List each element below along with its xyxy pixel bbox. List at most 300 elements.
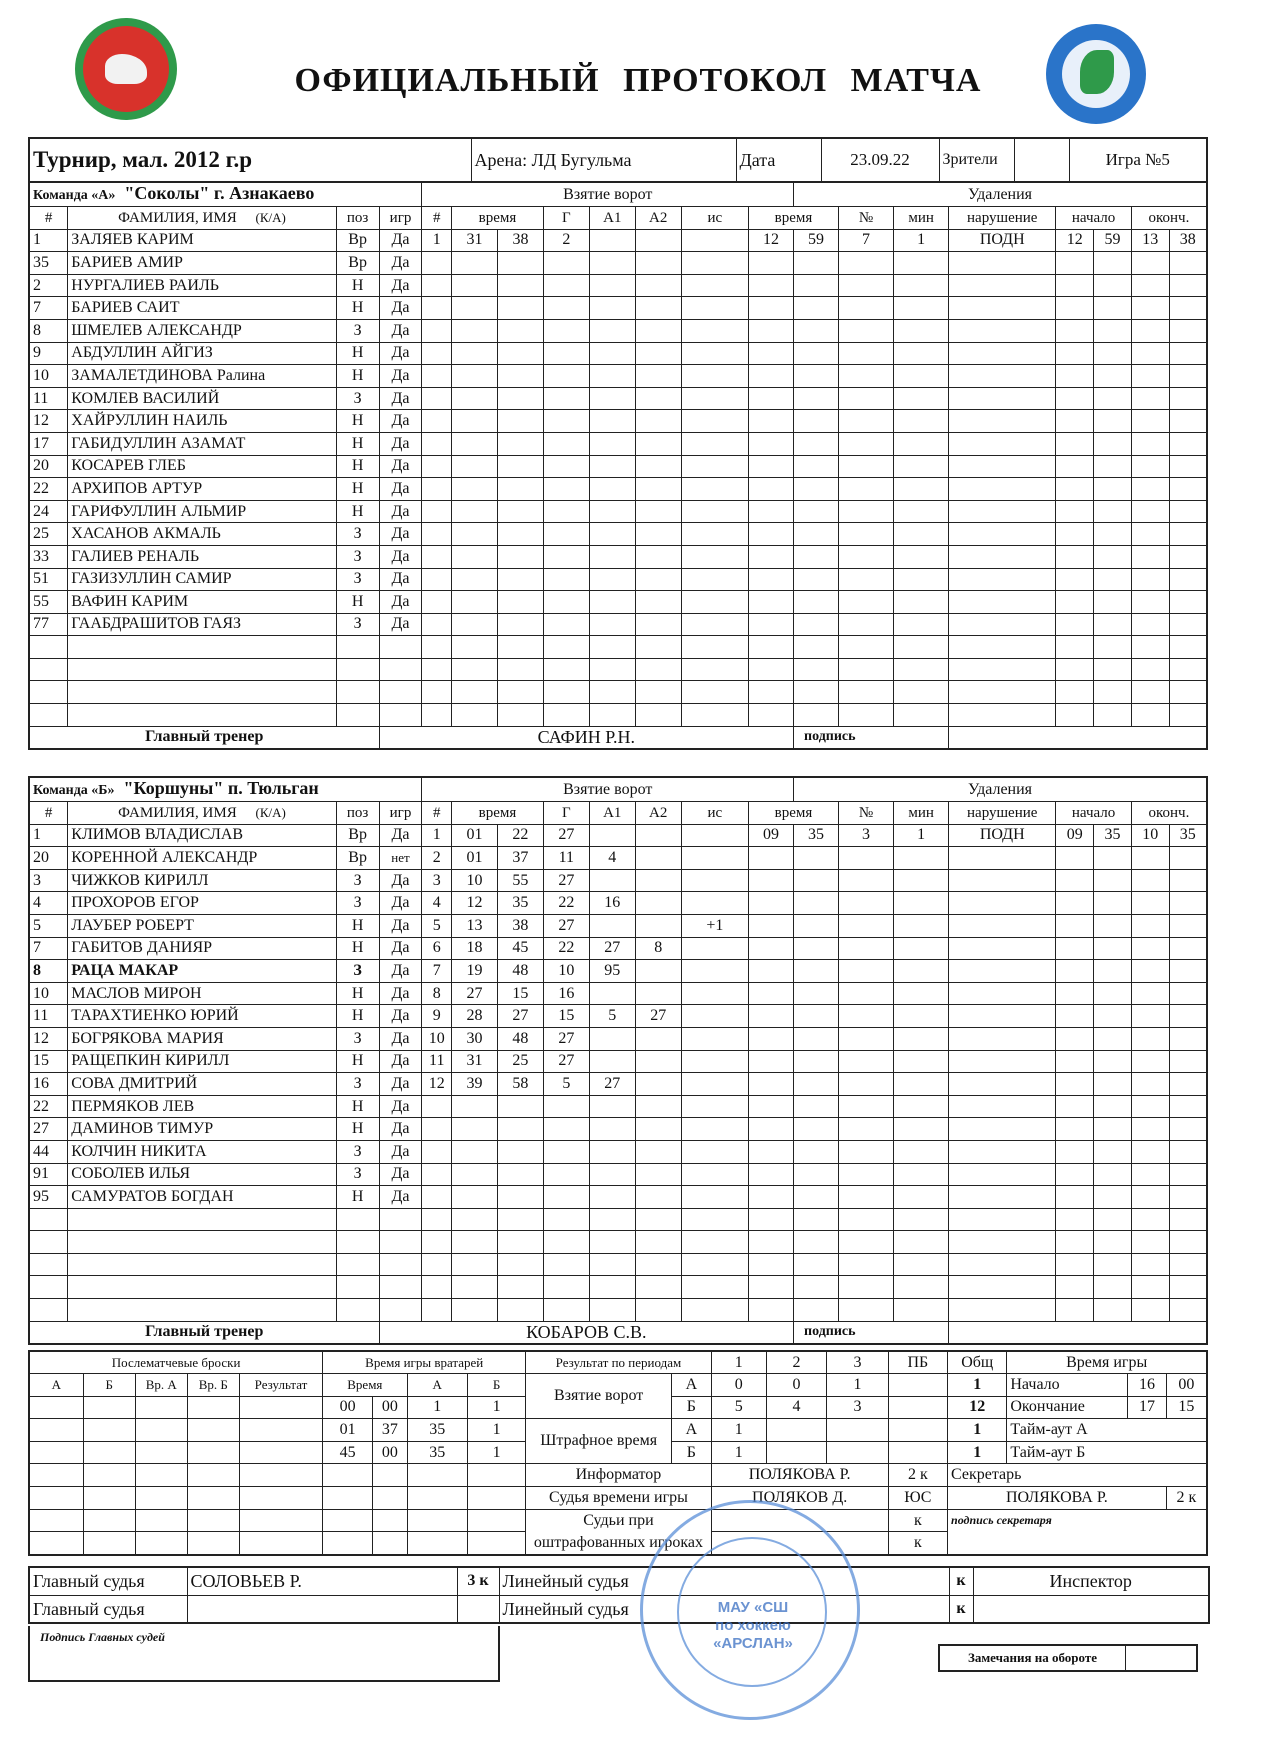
penalty-player [838,704,893,727]
category-mark: к [888,1532,947,1555]
penalty-violation [949,1073,1056,1096]
goal-situation [681,545,748,568]
goal-assist-1 [589,1186,635,1209]
player-position [336,681,379,704]
col-end: оконч. [1131,802,1207,825]
goal-minute [452,319,498,342]
goal-second: 55 [497,869,543,892]
goal-second: 45 [497,937,543,960]
goal-minute: 27 [452,982,498,1005]
penalty-minutes [894,704,949,727]
penalty-violation [949,681,1056,704]
penalty-violation [949,1095,1056,1118]
player-played: Да [379,591,422,614]
player-row [29,892,1207,915]
goal-scorer [543,478,589,501]
penalty-violation [949,982,1056,1005]
penalty-player [838,1186,893,1209]
goal-scorer: 10 [543,960,589,983]
goal-assist-1 [589,681,635,704]
goal-assist-2 [635,914,681,937]
penalty-start-sec: 59 [1094,229,1132,252]
goal-assist-1 [589,636,635,659]
col-goal-time: время [452,802,544,825]
goal-second [497,658,543,681]
goal-second [497,1140,543,1163]
goal-assist-2 [635,960,681,983]
penalty-violation [949,432,1056,455]
goal-second [497,274,543,297]
penalty-violation [949,500,1056,523]
penalty-violation [949,1299,1056,1322]
goal-number [422,1253,452,1276]
player-number: 55 [29,591,68,614]
player-name: ГААБДРАШИТОВ ГАЯЗ [68,613,336,636]
player-played: Да [379,387,422,410]
penalty-second [794,410,839,433]
goal-assist-1: 27 [589,1073,635,1096]
player-number: 22 [29,1095,68,1118]
penalty-violation [949,319,1056,342]
goal-scorer: 16 [543,982,589,1005]
goal-situation [681,704,748,727]
penalty-end-min [1131,847,1169,870]
col-name: ФАМИЛИЯ, ИМЯ (К/А) [68,802,336,825]
goal-assist-1 [589,455,635,478]
goal-second: 22 [497,824,543,847]
player-row [29,319,1207,342]
goal-minute [452,1253,498,1276]
player-played: Да [379,545,422,568]
goal-minute [452,1163,498,1186]
penalty-minutes [894,1299,949,1322]
notes-box [938,1644,1198,1672]
goal-assist-2 [635,1186,681,1209]
main-referee: СОЛОВЬЕВ Р. [187,1567,457,1595]
penalty-end-min [1131,1140,1169,1163]
player-played [379,1253,422,1276]
line-referee-label: Линейный судья [499,1567,949,1595]
player-played: Да [379,319,422,342]
player-position [336,636,379,659]
player-position: Вр [336,824,379,847]
penalty-end-sec [1169,500,1207,523]
goal-scorer [543,658,589,681]
penalty-end-sec [1169,914,1207,937]
goal-scorer [543,432,589,455]
penalty-player [838,297,893,320]
goal-minute: 39 [452,1073,498,1096]
goal-situation [681,319,748,342]
penalty-minutes [894,847,949,870]
penalty-player [838,636,893,659]
penalty-end-sec [1169,591,1207,614]
penalty-player: 7 [838,229,893,252]
goal-assist-2 [635,342,681,365]
period-value: 3 [827,1396,888,1419]
goal-minute: 18 [452,937,498,960]
goal-number: 5 [422,914,452,937]
timeout-a: Тайм-аут А [1007,1419,1207,1442]
player-name [68,1276,336,1299]
penalty-end-min [1131,636,1169,659]
penalty-end-min [1131,545,1169,568]
player-played: Да [379,914,422,937]
goal-scorer [543,591,589,614]
player-name [68,704,336,727]
penalty-end-min [1131,681,1169,704]
tournament: Турнир, мал. 2012 г.р [29,138,471,182]
penalty-minutes [894,523,949,546]
goal-situation [681,1208,748,1231]
goal-scorer [543,319,589,342]
penalty-minutes [894,1163,949,1186]
penalty-violation [949,613,1056,636]
player-position: Н [336,982,379,1005]
goal-second: 38 [497,914,543,937]
penalty-violation [949,1005,1056,1028]
penalty-start-min [1056,1253,1094,1276]
gk-b: 1 [467,1441,525,1464]
player-row [29,1276,1207,1299]
player-position: Н [336,410,379,433]
player-row [29,365,1207,388]
goal-second [497,568,543,591]
penalty-start-min [1056,500,1094,523]
goal-minute: 10 [452,869,498,892]
goal-assist-1 [589,319,635,342]
penalty-minute [749,545,794,568]
penalty-violation [949,1050,1056,1073]
penalty-end-sec [1169,1095,1207,1118]
penalty-violation [949,545,1056,568]
penalty-end-sec [1169,319,1207,342]
player-position: Н [336,455,379,478]
penalty-minutes [894,252,949,275]
penalty-start-min [1056,1231,1094,1254]
gk-col: А [407,1374,467,1397]
main-referee-category: 3 к [457,1567,499,1595]
shootout-col: Б [83,1374,135,1397]
goal-assist-1 [589,432,635,455]
penalty-end-min [1131,914,1169,937]
penalty-player [838,545,893,568]
goal-assist-2 [635,1027,681,1050]
player-number: 3 [29,869,68,892]
player-number: 7 [29,937,68,960]
penalty-end-sec [1169,960,1207,983]
penalty-second [794,613,839,636]
penalty-end-sec [1169,636,1207,659]
goal-minute: 31 [452,1050,498,1073]
player-played [379,1208,422,1231]
penalty-violation [949,1186,1056,1209]
penalty-second [794,1253,839,1276]
penalty-violation [949,1118,1056,1141]
penalty-violation [949,704,1056,727]
goal-assist-2: 8 [635,937,681,960]
player-played: Да [379,455,422,478]
penalty-minutes [894,432,949,455]
goal-number: 8 [422,982,452,1005]
goal-second [497,613,543,636]
penalty-start-min [1056,523,1094,546]
penalty-end-sec [1169,869,1207,892]
goal-assist-2 [635,545,681,568]
goal-assist-2 [635,365,681,388]
penalty-minute [749,1276,794,1299]
player-played: нет [379,847,422,870]
goal-assist-1 [589,704,635,727]
penalty-end-min: 10 [1131,824,1169,847]
penalty-start-sec [1094,274,1132,297]
secretary-label: Секретарь [948,1464,1207,1487]
player-played [379,681,422,704]
goal-second: 38 [497,229,543,252]
goal-assist-1 [589,1140,635,1163]
penalty-second [794,1276,839,1299]
penalty-minute [749,658,794,681]
player-row [29,982,1207,1005]
penalty-end-sec: 38 [1169,229,1207,252]
gk-time: 00 [323,1396,373,1419]
penalty-end-sec [1169,410,1207,433]
line-referee-label: Линейный судья [499,1595,949,1623]
goal-second: 35 [497,892,543,915]
period-col: 1 [711,1351,766,1374]
penalty-start-min [1056,892,1094,915]
player-number [29,1276,68,1299]
goal-assist-2 [635,591,681,614]
goal-assist-2 [635,274,681,297]
goal-assist-2 [635,297,681,320]
penalty-start-sec [1094,1005,1132,1028]
penalty-second [794,914,839,937]
penalty-second [794,568,839,591]
goal-assist-2 [635,1253,681,1276]
penalty-end-sec: 35 [1169,824,1207,847]
player-played: Да [379,342,422,365]
penalty-minute [749,960,794,983]
goal-assist-2 [635,252,681,275]
goal-number: 9 [422,1005,452,1028]
goal-minute [452,342,498,365]
penalty-violation [949,1253,1056,1276]
penalty-end-min [1131,1186,1169,1209]
player-name [68,636,336,659]
penalty-minutes [894,937,949,960]
goal-second: 27 [497,1005,543,1028]
penalty-start-min [1056,636,1094,659]
penalty-start-sec [1094,342,1132,365]
goal-assist-1: 27 [589,937,635,960]
shootout-col: Результат [239,1374,322,1397]
penalty-start-min [1056,937,1094,960]
goal-situation [681,478,748,501]
goal-scorer [543,387,589,410]
player-row [29,455,1207,478]
penalty-player [838,1140,893,1163]
player-played: Да [379,410,422,433]
penalty-player [838,869,893,892]
coach-label: Главный тренер [29,726,379,749]
penalty-second [794,455,839,478]
team-title [29,182,422,207]
penalty-second [794,1095,839,1118]
goal-scorer [543,523,589,546]
player-name: КОРЕННОЙ АЛЕКСАНДР [68,847,336,870]
category-mark: к [949,1567,973,1595]
penalty-second [794,591,839,614]
penalty-violation [949,1027,1056,1050]
penalty-minute [749,892,794,915]
penalty-second [794,869,839,892]
penalty-minutes [894,545,949,568]
player-played [379,636,422,659]
spectators-label: Зрители [939,138,1014,182]
goal-situation [681,960,748,983]
informer-label: Информатор [526,1464,711,1487]
goal-assist-2 [635,568,681,591]
penalty-violation [949,365,1056,388]
penalty-start-min [1056,1050,1094,1073]
penalty-start-min [1056,1299,1094,1322]
penalty-second [794,297,839,320]
penalty-minutes [894,892,949,915]
player-number: 27 [29,1118,68,1141]
penalty-player [838,1118,893,1141]
pim-value [827,1441,888,1464]
player-played: Да [379,869,422,892]
player-name: АБДУЛЛИН АЙГИЗ [68,342,336,365]
penalty-minute [749,1253,794,1276]
penalty-end-min [1131,1231,1169,1254]
penalty-violation [949,1276,1056,1299]
player-row [29,1118,1207,1141]
goal-situation [681,613,748,636]
penalty-start-sec [1094,636,1132,659]
referees-table [28,1566,1210,1624]
goal-minute [452,613,498,636]
penalty-end-sec [1169,1231,1207,1254]
gk-time: 37 [373,1419,407,1442]
col-penalty-number: № [838,207,893,230]
goal-number [422,1186,452,1209]
col-minutes: мин [894,802,949,825]
penalty-start-sec [1094,914,1132,937]
goal-second [497,591,543,614]
col-goal-number: # [422,207,452,230]
penalty-minute [749,523,794,546]
goal-second [497,297,543,320]
penalty-minute [749,982,794,1005]
goal-number: 2 [422,847,452,870]
penalty-minute [749,869,794,892]
col-number: # [29,207,68,230]
player-played: Да [379,613,422,636]
penalty-end-sec [1169,1073,1207,1096]
penalty-second [794,500,839,523]
goal-assist-1: 16 [589,892,635,915]
goal-second [497,342,543,365]
player-name: ГАРИФУЛЛИН АЛЬМИР [68,500,336,523]
col-goal-time: время [452,207,544,230]
penalty-start-sec [1094,1253,1132,1276]
goal-situation: +1 [681,914,748,937]
penalty-minutes [894,1276,949,1299]
goal-scorer [543,681,589,704]
player-number: 91 [29,1163,68,1186]
penalty-start-sec [1094,960,1132,983]
player-position: З [336,960,379,983]
penalty-player [838,1095,893,1118]
penalty-start-sec [1094,1027,1132,1050]
goal-assist-2 [635,500,681,523]
player-name: БОГРЯКОВА МАРИЯ [68,1027,336,1050]
penalty-start-sec [1094,1163,1132,1186]
player-row [29,252,1207,275]
penalty-judges-label: Судьи при оштрафованных игроках [526,1509,711,1555]
goal-situation [681,1231,748,1254]
period-value: 4 [766,1396,826,1419]
player-number: 20 [29,455,68,478]
goal-minute [452,1208,498,1231]
goal-assist-1 [589,410,635,433]
goal-number: 10 [422,1027,452,1050]
penalty-minute [749,342,794,365]
player-number: 2 [29,274,68,297]
player-name: КОЛЧИН НИКИТА [68,1140,336,1163]
player-name [68,1299,336,1322]
player-played: Да [379,1050,422,1073]
penalty-start-sec [1094,869,1132,892]
penalty-start-min [1056,982,1094,1005]
goal-number: 3 [422,869,452,892]
main-referee-label: Главный судья [29,1567,187,1595]
informer: ПОЛЯКОВА Р. [711,1464,888,1487]
player-row [29,937,1207,960]
penalty-second [794,274,839,297]
goal-assist-2 [635,636,681,659]
referee-signatures-box [28,1626,500,1682]
goal-situation [681,500,748,523]
penalty-end-sec [1169,523,1207,546]
penalty-player [838,937,893,960]
player-position: З [336,1163,379,1186]
goal-assist-1 [589,365,635,388]
penalty-violation [949,1140,1056,1163]
player-row [29,1186,1207,1209]
penalty-end-sec [1169,1253,1207,1276]
penalty-violation [949,342,1056,365]
penalty-minute [749,365,794,388]
player-row [29,824,1207,847]
penalty-start-min [1056,297,1094,320]
player-name: ТАРАХТИЕНКО ЮРИЙ [68,1005,336,1028]
player-played: Да [379,892,422,915]
penalty-minute [749,1027,794,1050]
goal-minute [452,1140,498,1163]
goal-minute [452,1118,498,1141]
player-row [29,636,1207,659]
player-number: 8 [29,960,68,983]
gk-a: 1 [407,1396,467,1419]
player-position [336,1208,379,1231]
goal-assist-1 [589,1231,635,1254]
player-row [29,342,1207,365]
penalty-start-min [1056,432,1094,455]
goal-minute [452,410,498,433]
